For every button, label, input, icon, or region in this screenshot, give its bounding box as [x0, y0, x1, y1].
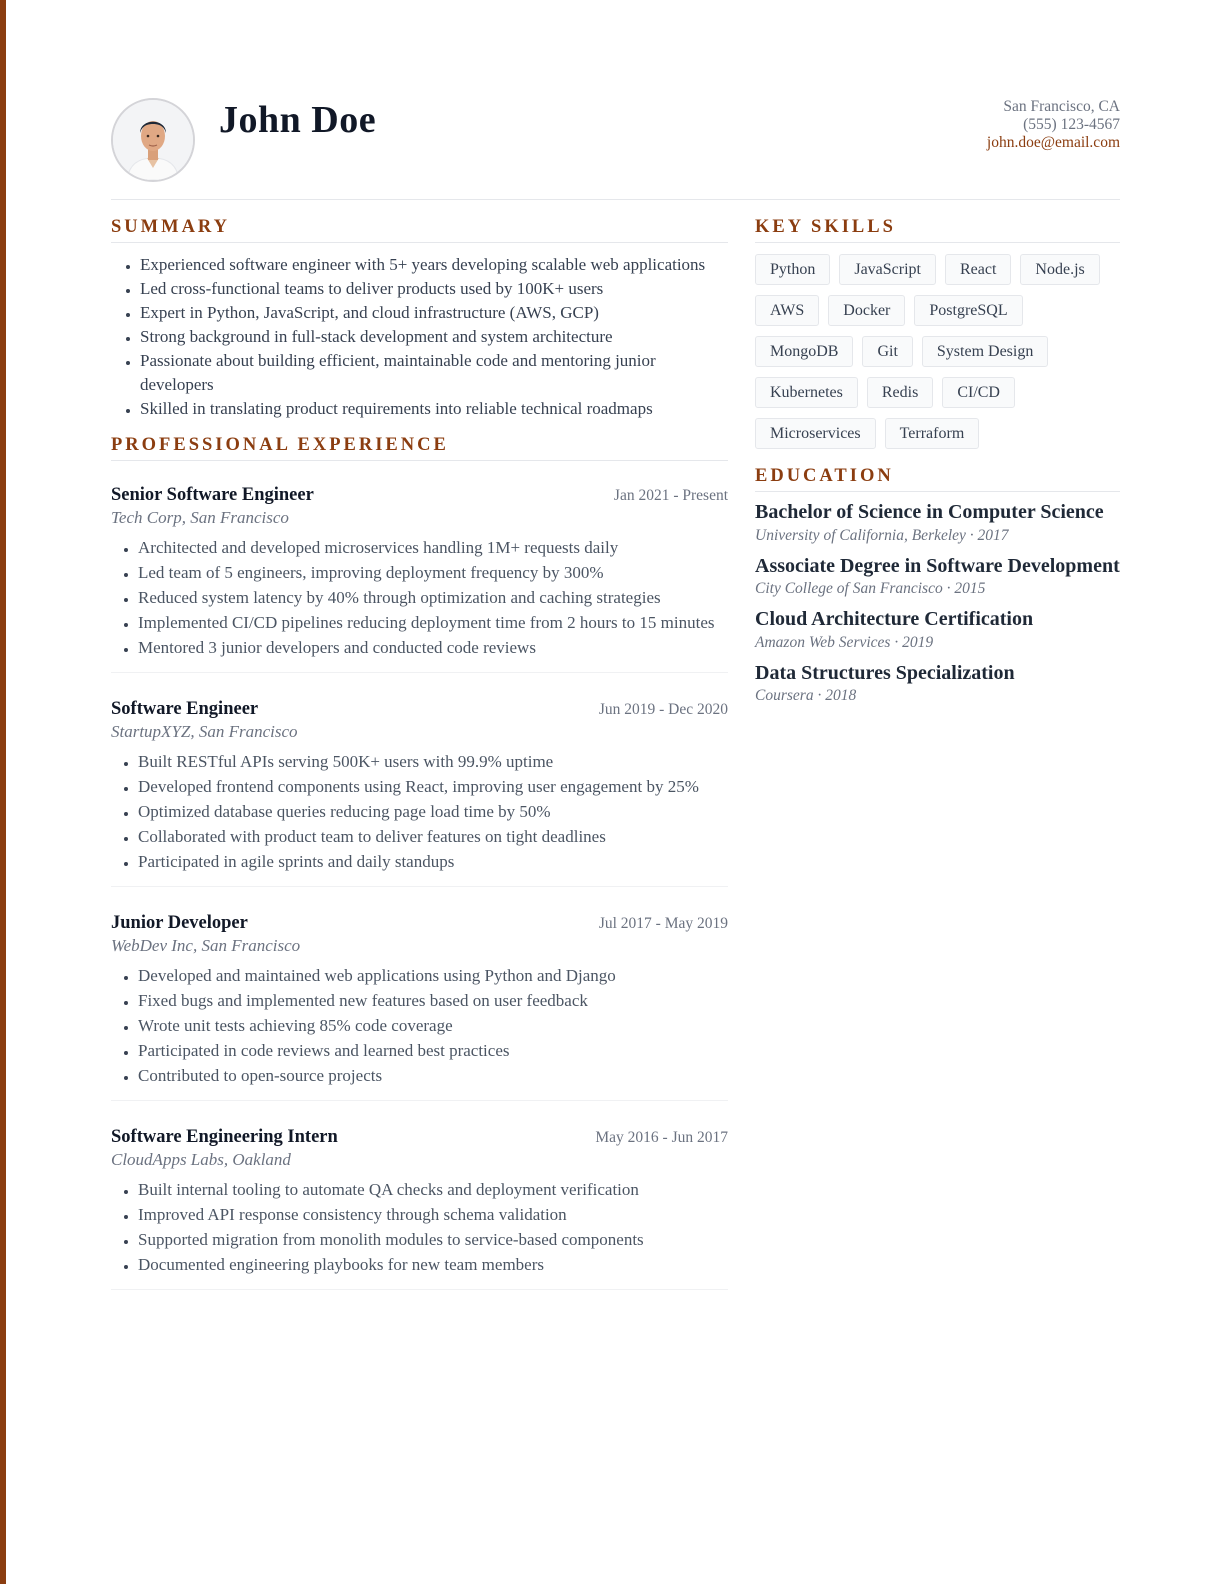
skill-tag: PostgreSQL: [914, 295, 1022, 326]
skill-tag: Python: [755, 254, 830, 285]
profile-photo-icon: [113, 100, 193, 180]
left-column: [111, 215, 728, 1290]
skills-section: [755, 215, 1120, 449]
job-company: Tech Corp, San Francisco: [111, 508, 289, 527]
job-bullet: • Documented engineering playbooks for new team members: [138, 1252, 728, 1277]
job-bullet: • Implemented CI/CD pipelines reducing deployment time from 2 hours to 15 minutes: [138, 610, 728, 635]
skills-list: [755, 254, 1120, 449]
skill-tag: Docker: [828, 295, 905, 326]
skill-tag: MongoDB: [755, 336, 853, 367]
skills-heading: KEY SKILLS: [755, 215, 1120, 243]
education-degree: Data Structures Specialization: [755, 661, 1015, 684]
experience-section: [111, 433, 728, 1290]
job-dates: Jun 2019 - Dec 2020: [598, 701, 728, 718]
skill-tag: Microservices: [755, 418, 876, 449]
summary-item: • Led cross-functional teams to deliver products used by 100K+ users: [140, 277, 728, 301]
job-header: [111, 899, 728, 935]
education-list: [755, 500, 1120, 706]
summary-heading: SUMMARY: [111, 215, 728, 243]
job-bullet: • Architected and developed microservices handling 1M+ requests daily: [138, 535, 728, 560]
education-meta: University of California, Berkeley · 2017: [755, 526, 1009, 544]
candidate-name: John Doe: [219, 99, 377, 141]
job-bullet: • Developed frontend components using React, improving user engagement by 25%: [138, 774, 728, 799]
job-bullet: • Built internal tooling to automate QA checks and deployment verification: [138, 1177, 728, 1202]
education-degree: Bachelor of Science in Computer Science: [755, 501, 1104, 523]
education-meta: City College of San Francisco · 2015: [755, 580, 986, 597]
job-bullets: [111, 749, 728, 874]
education-section: [755, 464, 1120, 706]
summary-item: • Skilled in translating product requirements into reliable technical roadmaps: [140, 397, 728, 421]
job-bullet: • Participated in code reviews and learned best practices: [138, 1038, 728, 1063]
summary-item: • Expert in Python, JavaScript, and cloud infrastructure (AWS, GCP): [140, 301, 728, 325]
job-title: Software Engineering Intern: [111, 1127, 338, 1147]
right-column: [755, 215, 1120, 714]
education-degree: Cloud Architecture Certification: [755, 608, 1034, 630]
job-header: [111, 1113, 728, 1149]
education-meta: Coursera · 2018: [755, 687, 857, 704]
education-meta: Amazon Web Services · 2019: [755, 633, 934, 651]
education-item: [755, 500, 1120, 546]
skill-tag: React: [945, 254, 1011, 285]
job-bullet: • Wrote unit tests achieving 85% code coverage: [138, 1013, 728, 1038]
job-bullets: [111, 535, 728, 660]
job-title: Senior Software Engineer: [111, 485, 314, 505]
experience-heading: PROFESSIONAL EXPERIENCE: [111, 433, 728, 461]
job-bullet: • Supported migration from monolith modules to service-based components: [138, 1227, 728, 1252]
avatar: [111, 98, 195, 182]
skill-tag: Node.js: [1020, 254, 1099, 285]
education-item: [755, 554, 1120, 600]
job-bullets: [111, 963, 728, 1088]
job-bullet: • Built RESTful APIs serving 500K+ users with 99.9% uptime: [138, 749, 728, 774]
job-header: [111, 471, 728, 507]
job-entry: [111, 1113, 728, 1290]
job-title: Software Engineer: [111, 699, 259, 719]
summary-item: • Passionate about building efficient, maintainable code and mentoring junior developers: [140, 349, 728, 397]
accent-bar: [0, 0, 6, 1584]
job-bullet: • Collaborated with product team to deliver features on tight deadlines: [138, 824, 728, 849]
education-degree: Associate Degree in Software Development: [755, 554, 1120, 577]
job-bullet: • Contributed to open-source projects: [138, 1063, 728, 1088]
skill-tag: JavaScript: [839, 254, 936, 285]
contact-info: [987, 98, 1120, 152]
job-entry: [111, 685, 728, 887]
job-bullet: • Improved API response consistency through schema validation: [138, 1202, 728, 1227]
header-divider: [111, 199, 1120, 200]
email-link[interactable]: john.doe@email.com: [986, 134, 1120, 151]
job-bullet: • Developed and maintained web applications using Python and Django: [138, 963, 728, 988]
phone-text: (555) 123-4567: [1023, 116, 1120, 133]
summary-item: • Experienced software engineer with 5+ years developing scalable web applications: [140, 253, 728, 277]
job-bullets: [111, 1177, 728, 1277]
education-heading: EDUCATION: [755, 464, 1120, 492]
job-bullet: • Reduced system latency by 40% through optimization and caching strategies: [138, 585, 728, 610]
job-dates: Jul 2017 - May 2019: [598, 915, 728, 932]
skill-tag: CI/CD: [942, 377, 1015, 408]
job-entry: [111, 471, 728, 673]
skill-tag: System Design: [922, 336, 1048, 367]
job-bullet: • Optimized database queries reducing page load time by 50%: [138, 799, 728, 824]
job-bullet: • Led team of 5 engineers, improving deployment frequency by 300%: [138, 560, 728, 585]
job-company: CloudApps Labs, Oakland: [111, 1150, 291, 1169]
job-bullet: • Mentored 3 junior developers and conducted code reviews: [138, 635, 728, 660]
job-entry: [111, 899, 728, 1101]
skill-tag: Redis: [867, 377, 933, 408]
skill-tag: Git: [862, 336, 912, 367]
summary-list: [111, 253, 728, 421]
skill-tag: AWS: [755, 295, 819, 326]
resume-header: [111, 98, 1120, 200]
job-bullet: • Participated in agile sprints and daily standups: [138, 849, 728, 874]
job-company: StartupXYZ, San Francisco: [111, 722, 298, 741]
job-company: WebDev Inc, San Francisco: [111, 936, 301, 955]
education-item: [755, 607, 1120, 653]
location-text: San Francisco, CA: [1003, 98, 1120, 115]
education-item: [755, 661, 1120, 707]
job-dates: May 2016 - Jun 2017: [595, 1129, 728, 1146]
job-title: Junior Developer: [111, 913, 248, 933]
job-bullet: • Fixed bugs and implemented new features based on user feedback: [138, 988, 728, 1013]
summary-section: [111, 215, 728, 421]
summary-item: • Strong background in full-stack development and system architecture: [140, 325, 728, 349]
job-dates: Jan 2021 - Present: [613, 487, 728, 504]
skill-tag: Kubernetes: [755, 377, 858, 408]
job-header: [111, 685, 728, 721]
skill-tag: Terraform: [885, 418, 980, 449]
